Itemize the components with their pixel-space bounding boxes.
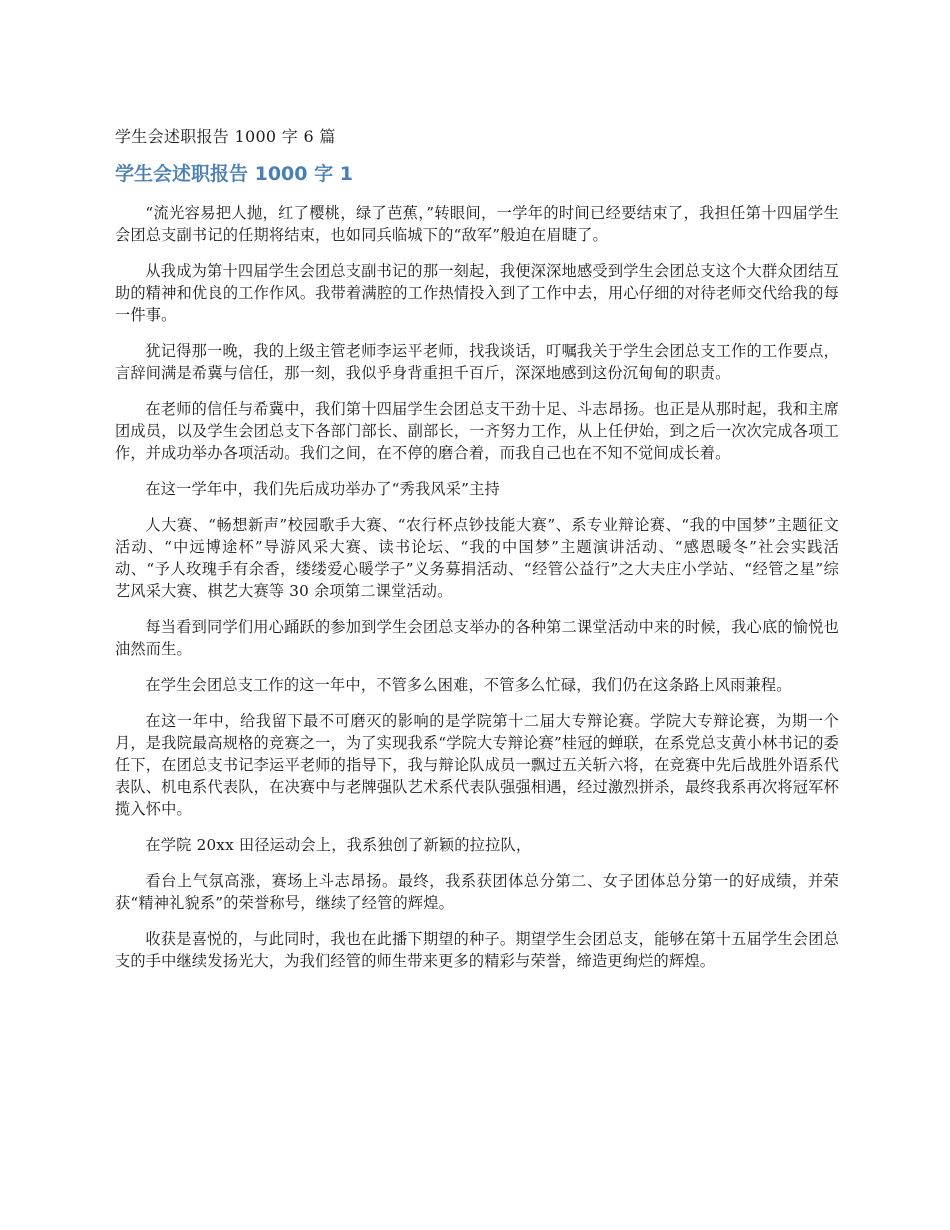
paragraph-3: 犹记得那一晚，我的上级主管老师李运平老师，找我谈话，叮嘱我关于学生会团总支工作的工作要点，言辞间满是希冀与信任，那一刻，我似乎身背重担千百斤，深深地感到这份沉甸甸的职责。: [115, 342, 839, 382]
document-body: [115, 124, 839, 986]
document-title: 学生会述职报告 1000 字 6 篇: [115, 127, 336, 146]
paragraph-10: 在学院 20xx 田径运动会上，我系独创了新颖的拉拉队，: [145, 836, 532, 854]
paragraph-9: 在这一年中，给我留下最不可磨灭的影响的是学院第十二届大专辩论赛。学院大专辩论赛，为期一个月，是我院最高规格的竞赛之一，为了实现我系“学院大专辩论赛”桂冠的蝉联，在系党总支黄小林书记的委任下，在团总支书记李运平老师的指导下，我与辩论队成员一飘过五关斩六将，在竞赛中先后战胜外语系代表队、机电系代表队，在决赛中与老牌强队艺术系代表队强强相遇，经过激烈拼杀，最终我系再次将冠军杯揽入怀中。: [115, 712, 839, 818]
paragraph-4: 在老师的信任与希冀中，我们第十四届学生会团总支干劲十足、斗志昂扬。也正是从那时起，我和主席团成员，以及学生会团总支下各部门部长、副部长，一齐努力工作，从上任伊始，到之后一次次完成各项工作，并成功举办各项活动。我们之间，在不停的磨合着，而我自己也在不知不觉间成长着。: [115, 400, 839, 462]
paragraph-2: 从我成为第十四届学生会团总支副书记的那一刻起，我便深深地感受到学生会团总支这个大群众团结互助的精神和优良的工作作风。我带着满腔的工作热情投入到了工作中去，用心仔细的对待老师交代给我的每一件事。: [115, 262, 839, 324]
paragraph-1: “流光容易把人抛，红了樱桃，绿了芭蕉，”转眼间，一学年的时间已经要结束了，我担任第十四届学生会团总支副书记的任期将结束，也如同兵临城下的“敌军”般迫在眉睫了。: [115, 204, 839, 244]
paragraph-8: 在学生会团总支工作的这一年中，不管多么困难，不管多么忙碌，我们仍在这条路上风雨兼程。: [145, 676, 792, 694]
paragraph-5: 在这一学年中，我们先后成功举办了“秀我风采”主持: [145, 480, 500, 498]
paragraph-11: 看台上气氛高涨，赛场上斗志昂扬。最终，我系获团体总分第二、女子团体总分第一的好成绩，并荣获“精神礼貌系”的荣誉称号，继续了经管的辉煌。: [115, 872, 839, 912]
section-heading: 学生会述职报告 1000 字 1: [115, 163, 353, 185]
paragraph-12: 收获是喜悦的，与此同时，我也在此播下期望的种子。期望学生会团总支，能够在第十五届学生会团总支的手中继续发扬光大，为我们经管的师生带来更多的精彩与荣誉，缔造更绚烂的辉煌。: [115, 930, 839, 970]
paragraph-7: 每当看到同学们用心踊跃的参加到学生会团总支举办的各种第二课堂活动中来的时候，我心底的愉悦也油然而生。: [115, 618, 839, 658]
paragraph-6: 人大赛、“畅想新声”校园歌手大赛、“农行杯点钞技能大赛”、系专业辩论赛、“我的中国梦”主题征文活动、“中远博途杯”导游风采大赛、读书论坛、“我的中国梦”主题演讲活动、“感恩暖冬”社会实践活动、“予人玫瑰手有余香，缕缕爱心暖学子”义务募捐活动、“经管公益行”之大夫庄小学站、“经管之星”综艺风采大赛、棋艺大赛等 30 余项第二课堂活动。: [115, 516, 839, 600]
